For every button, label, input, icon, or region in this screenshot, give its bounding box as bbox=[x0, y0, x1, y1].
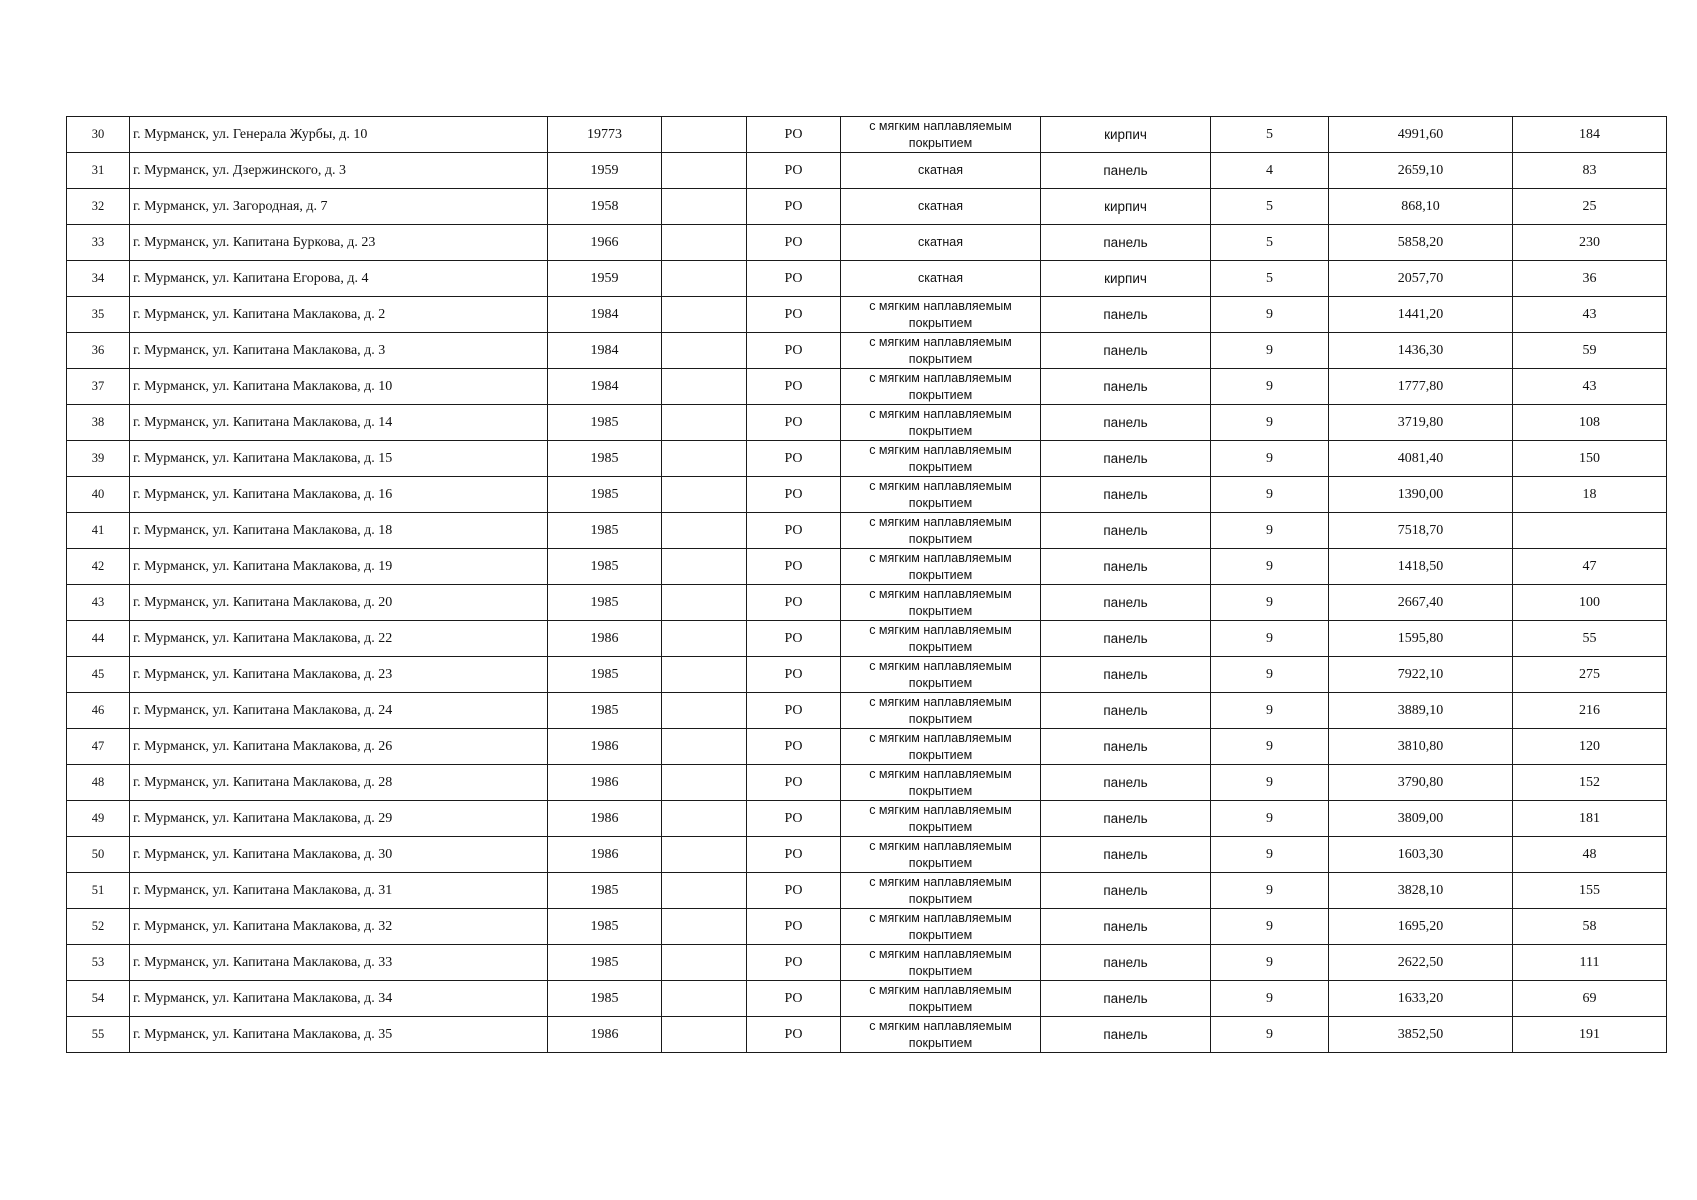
floors-cell: 9 bbox=[1211, 909, 1329, 945]
floors-cell: 9 bbox=[1211, 585, 1329, 621]
roof-type-cell: с мягким наплавляемым покрытием bbox=[841, 801, 1041, 837]
roof-type-cell: с мягким наплавляемым покрытием bbox=[841, 945, 1041, 981]
floors-cell: 9 bbox=[1211, 981, 1329, 1017]
funding-method-cell: РО bbox=[747, 945, 841, 981]
row-number-cell: 40 bbox=[67, 477, 130, 513]
area-cell: 1436,30 bbox=[1329, 333, 1513, 369]
floors-cell: 9 bbox=[1211, 621, 1329, 657]
year-built-cell: 1985 bbox=[548, 585, 662, 621]
roof-type-cell: с мягким наплавляемым покрытием bbox=[841, 1017, 1041, 1053]
year-built-cell: 1985 bbox=[548, 693, 662, 729]
floors-cell: 9 bbox=[1211, 729, 1329, 765]
empty-cell bbox=[662, 369, 747, 405]
row-number-cell: 47 bbox=[67, 729, 130, 765]
residents-cell: 55 bbox=[1513, 621, 1667, 657]
area-cell: 2667,40 bbox=[1329, 585, 1513, 621]
funding-method-cell: РО bbox=[747, 477, 841, 513]
area-cell: 3889,10 bbox=[1329, 693, 1513, 729]
empty-cell bbox=[662, 801, 747, 837]
table-row bbox=[67, 117, 1667, 153]
year-built-cell: 1985 bbox=[548, 657, 662, 693]
row-number-cell: 34 bbox=[67, 261, 130, 297]
funding-method-cell: РО bbox=[747, 765, 841, 801]
area-cell: 868,10 bbox=[1329, 189, 1513, 225]
floors-cell: 9 bbox=[1211, 405, 1329, 441]
row-number-cell: 52 bbox=[67, 909, 130, 945]
empty-cell bbox=[662, 189, 747, 225]
year-built-cell: 1986 bbox=[548, 801, 662, 837]
residents-cell: 181 bbox=[1513, 801, 1667, 837]
funding-method-cell: РО bbox=[747, 549, 841, 585]
address-cell: г. Мурманск, ул. Капитана Егорова, д. 4 bbox=[130, 261, 548, 297]
empty-cell bbox=[662, 225, 747, 261]
wall-material-cell: панель bbox=[1041, 837, 1211, 873]
empty-cell bbox=[662, 261, 747, 297]
year-built-cell: 1986 bbox=[548, 837, 662, 873]
row-number-cell: 44 bbox=[67, 621, 130, 657]
address-cell: г. Мурманск, ул. Капитана Маклакова, д. 34 bbox=[130, 981, 548, 1017]
roof-type-cell: с мягким наплавляемым покрытием bbox=[841, 765, 1041, 801]
area-cell: 7922,10 bbox=[1329, 657, 1513, 693]
address-cell: г. Мурманск, ул. Капитана Маклакова, д. 29 bbox=[130, 801, 548, 837]
table-row bbox=[67, 873, 1667, 909]
residents-cell: 150 bbox=[1513, 441, 1667, 477]
residents-cell: 47 bbox=[1513, 549, 1667, 585]
year-built-cell: 1985 bbox=[548, 549, 662, 585]
funding-method-cell: РО bbox=[747, 153, 841, 189]
table-row bbox=[67, 513, 1667, 549]
floors-cell: 9 bbox=[1211, 333, 1329, 369]
address-cell: г. Мурманск, ул. Капитана Маклакова, д. 18 bbox=[130, 513, 548, 549]
wall-material-cell: панель bbox=[1041, 945, 1211, 981]
year-built-cell: 1966 bbox=[548, 225, 662, 261]
row-number-cell: 32 bbox=[67, 189, 130, 225]
floors-cell: 9 bbox=[1211, 657, 1329, 693]
row-number-cell: 41 bbox=[67, 513, 130, 549]
table-row bbox=[67, 261, 1667, 297]
area-cell: 1777,80 bbox=[1329, 369, 1513, 405]
address-cell: г. Мурманск, ул. Генерала Журбы, д. 10 bbox=[130, 117, 548, 153]
wall-material-cell: панель bbox=[1041, 801, 1211, 837]
wall-material-cell: панель bbox=[1041, 765, 1211, 801]
empty-cell bbox=[662, 477, 747, 513]
roof-type-cell: скатная bbox=[841, 189, 1041, 225]
empty-cell bbox=[662, 837, 747, 873]
row-number-cell: 46 bbox=[67, 693, 130, 729]
wall-material-cell: панель bbox=[1041, 1017, 1211, 1053]
funding-method-cell: РО bbox=[747, 729, 841, 765]
empty-cell bbox=[662, 333, 747, 369]
roof-type-cell: с мягким наплавляемым покрытием bbox=[841, 297, 1041, 333]
empty-cell bbox=[662, 765, 747, 801]
roof-type-cell: с мягким наплавляемым покрытием bbox=[841, 729, 1041, 765]
year-built-cell: 19773 bbox=[548, 117, 662, 153]
wall-material-cell: панель bbox=[1041, 549, 1211, 585]
funding-method-cell: РО bbox=[747, 333, 841, 369]
floors-cell: 9 bbox=[1211, 837, 1329, 873]
residents-cell: 59 bbox=[1513, 333, 1667, 369]
area-cell: 2057,70 bbox=[1329, 261, 1513, 297]
floors-cell: 9 bbox=[1211, 297, 1329, 333]
wall-material-cell: панель bbox=[1041, 621, 1211, 657]
floors-cell: 5 bbox=[1211, 117, 1329, 153]
year-built-cell: 1985 bbox=[548, 477, 662, 513]
year-built-cell: 1986 bbox=[548, 729, 662, 765]
area-cell: 3828,10 bbox=[1329, 873, 1513, 909]
floors-cell: 9 bbox=[1211, 477, 1329, 513]
address-cell: г. Мурманск, ул. Капитана Маклакова, д. 19 bbox=[130, 549, 548, 585]
row-number-cell: 50 bbox=[67, 837, 130, 873]
year-built-cell: 1984 bbox=[548, 333, 662, 369]
area-cell: 4991,60 bbox=[1329, 117, 1513, 153]
row-number-cell: 53 bbox=[67, 945, 130, 981]
roof-type-cell: с мягким наплавляемым покрытием bbox=[841, 405, 1041, 441]
residents-cell: 155 bbox=[1513, 873, 1667, 909]
area-cell: 1603,30 bbox=[1329, 837, 1513, 873]
wall-material-cell: панель bbox=[1041, 909, 1211, 945]
table-row bbox=[67, 837, 1667, 873]
table-body bbox=[67, 117, 1667, 1053]
roof-type-cell: с мягким наплавляемым покрытием bbox=[841, 441, 1041, 477]
area-cell: 1441,20 bbox=[1329, 297, 1513, 333]
wall-material-cell: панель bbox=[1041, 981, 1211, 1017]
year-built-cell: 1986 bbox=[548, 621, 662, 657]
funding-method-cell: РО bbox=[747, 441, 841, 477]
roof-type-cell: с мягким наплавляемым покрытием bbox=[841, 333, 1041, 369]
floors-cell: 5 bbox=[1211, 261, 1329, 297]
row-number-cell: 37 bbox=[67, 369, 130, 405]
empty-cell bbox=[662, 945, 747, 981]
floors-cell: 9 bbox=[1211, 549, 1329, 585]
table-row bbox=[67, 441, 1667, 477]
address-cell: г. Мурманск, ул. Капитана Маклакова, д. 33 bbox=[130, 945, 548, 981]
year-built-cell: 1985 bbox=[548, 981, 662, 1017]
floors-cell: 4 bbox=[1211, 153, 1329, 189]
address-cell: г. Мурманск, ул. Загородная, д. 7 bbox=[130, 189, 548, 225]
row-number-cell: 48 bbox=[67, 765, 130, 801]
row-number-cell: 38 bbox=[67, 405, 130, 441]
year-built-cell: 1985 bbox=[548, 909, 662, 945]
wall-material-cell: кирпич bbox=[1041, 117, 1211, 153]
roof-type-cell: с мягким наплавляемым покрытием bbox=[841, 621, 1041, 657]
residents-cell: 18 bbox=[1513, 477, 1667, 513]
table-row bbox=[67, 1017, 1667, 1053]
residents-cell: 43 bbox=[1513, 297, 1667, 333]
wall-material-cell: панель bbox=[1041, 297, 1211, 333]
table-row bbox=[67, 693, 1667, 729]
wall-material-cell: панель bbox=[1041, 333, 1211, 369]
area-cell: 3810,80 bbox=[1329, 729, 1513, 765]
year-built-cell: 1959 bbox=[548, 261, 662, 297]
area-cell: 5858,20 bbox=[1329, 225, 1513, 261]
address-cell: г. Мурманск, ул. Капитана Маклакова, д. 31 bbox=[130, 873, 548, 909]
empty-cell bbox=[662, 621, 747, 657]
address-cell: г. Мурманск, ул. Капитана Маклакова, д. 35 bbox=[130, 1017, 548, 1053]
residents-cell: 108 bbox=[1513, 405, 1667, 441]
empty-cell bbox=[662, 693, 747, 729]
empty-cell bbox=[662, 729, 747, 765]
table-row bbox=[67, 225, 1667, 261]
year-built-cell: 1958 bbox=[548, 189, 662, 225]
funding-method-cell: РО bbox=[747, 873, 841, 909]
address-cell: г. Мурманск, ул. Капитана Маклакова, д. 28 bbox=[130, 765, 548, 801]
year-built-cell: 1986 bbox=[548, 765, 662, 801]
area-cell: 7518,70 bbox=[1329, 513, 1513, 549]
floors-cell: 5 bbox=[1211, 225, 1329, 261]
table-row bbox=[67, 729, 1667, 765]
address-cell: г. Мурманск, ул. Капитана Маклакова, д. 14 bbox=[130, 405, 548, 441]
residents-cell: 120 bbox=[1513, 729, 1667, 765]
table-row bbox=[67, 657, 1667, 693]
floors-cell: 9 bbox=[1211, 765, 1329, 801]
address-cell: г. Мурманск, ул. Капитана Маклакова, д. 15 bbox=[130, 441, 548, 477]
residents-cell: 230 bbox=[1513, 225, 1667, 261]
row-number-cell: 42 bbox=[67, 549, 130, 585]
floors-cell: 9 bbox=[1211, 1017, 1329, 1053]
table-row bbox=[67, 153, 1667, 189]
year-built-cell: 1985 bbox=[548, 405, 662, 441]
row-number-cell: 30 bbox=[67, 117, 130, 153]
row-number-cell: 31 bbox=[67, 153, 130, 189]
empty-cell bbox=[662, 873, 747, 909]
row-number-cell: 45 bbox=[67, 657, 130, 693]
empty-cell bbox=[662, 153, 747, 189]
empty-cell bbox=[662, 909, 747, 945]
floors-cell: 9 bbox=[1211, 945, 1329, 981]
roof-type-cell: с мягким наплавляемым покрытием bbox=[841, 117, 1041, 153]
floors-cell: 9 bbox=[1211, 801, 1329, 837]
empty-cell bbox=[662, 585, 747, 621]
wall-material-cell: панель bbox=[1041, 729, 1211, 765]
roof-type-cell: скатная bbox=[841, 225, 1041, 261]
area-cell: 3852,50 bbox=[1329, 1017, 1513, 1053]
residents-cell: 58 bbox=[1513, 909, 1667, 945]
roof-type-cell: с мягким наплавляемым покрытием bbox=[841, 909, 1041, 945]
area-cell: 2659,10 bbox=[1329, 153, 1513, 189]
roof-type-cell: с мягким наплавляемым покрытием bbox=[841, 981, 1041, 1017]
housing-registry-table bbox=[66, 116, 1667, 1053]
area-cell: 1418,50 bbox=[1329, 549, 1513, 585]
funding-method-cell: РО bbox=[747, 837, 841, 873]
empty-cell bbox=[662, 513, 747, 549]
year-built-cell: 1984 bbox=[548, 297, 662, 333]
table-row bbox=[67, 189, 1667, 225]
address-cell: г. Мурманск, ул. Капитана Маклакова, д. 10 bbox=[130, 369, 548, 405]
residents-cell: 69 bbox=[1513, 981, 1667, 1017]
area-cell: 1695,20 bbox=[1329, 909, 1513, 945]
residents-cell: 100 bbox=[1513, 585, 1667, 621]
roof-type-cell: с мягким наплавляемым покрытием bbox=[841, 693, 1041, 729]
funding-method-cell: РО bbox=[747, 693, 841, 729]
area-cell: 4081,40 bbox=[1329, 441, 1513, 477]
roof-type-cell: с мягким наплавляемым покрытием bbox=[841, 585, 1041, 621]
empty-cell bbox=[662, 297, 747, 333]
empty-cell bbox=[662, 441, 747, 477]
residents-cell: 152 bbox=[1513, 765, 1667, 801]
funding-method-cell: РО bbox=[747, 909, 841, 945]
residents-cell bbox=[1513, 513, 1667, 549]
funding-method-cell: РО bbox=[747, 297, 841, 333]
area-cell: 1595,80 bbox=[1329, 621, 1513, 657]
year-built-cell: 1986 bbox=[548, 1017, 662, 1053]
table-row bbox=[67, 477, 1667, 513]
table-row bbox=[67, 333, 1667, 369]
address-cell: г. Мурманск, ул. Капитана Маклакова, д. 2 bbox=[130, 297, 548, 333]
wall-material-cell: панель bbox=[1041, 477, 1211, 513]
wall-material-cell: панель bbox=[1041, 405, 1211, 441]
floors-cell: 9 bbox=[1211, 513, 1329, 549]
roof-type-cell: с мягким наплавляемым покрытием bbox=[841, 477, 1041, 513]
row-number-cell: 49 bbox=[67, 801, 130, 837]
empty-cell bbox=[662, 117, 747, 153]
empty-cell bbox=[662, 657, 747, 693]
table-row bbox=[67, 909, 1667, 945]
roof-type-cell: скатная bbox=[841, 261, 1041, 297]
address-cell: г. Мурманск, ул. Капитана Маклакова, д. 24 bbox=[130, 693, 548, 729]
funding-method-cell: РО bbox=[747, 189, 841, 225]
funding-method-cell: РО bbox=[747, 117, 841, 153]
roof-type-cell: скатная bbox=[841, 153, 1041, 189]
area-cell: 3809,00 bbox=[1329, 801, 1513, 837]
wall-material-cell: панель bbox=[1041, 693, 1211, 729]
row-number-cell: 39 bbox=[67, 441, 130, 477]
year-built-cell: 1985 bbox=[548, 945, 662, 981]
table-row bbox=[67, 585, 1667, 621]
row-number-cell: 54 bbox=[67, 981, 130, 1017]
year-built-cell: 1985 bbox=[548, 513, 662, 549]
table-row bbox=[67, 405, 1667, 441]
funding-method-cell: РО bbox=[747, 261, 841, 297]
residents-cell: 48 bbox=[1513, 837, 1667, 873]
roof-type-cell: с мягким наплавляемым покрытием bbox=[841, 549, 1041, 585]
year-built-cell: 1985 bbox=[548, 873, 662, 909]
residents-cell: 184 bbox=[1513, 117, 1667, 153]
floors-cell: 5 bbox=[1211, 189, 1329, 225]
address-cell: г. Мурманск, ул. Капитана Маклакова, д. 32 bbox=[130, 909, 548, 945]
area-cell: 1633,20 bbox=[1329, 981, 1513, 1017]
funding-method-cell: РО bbox=[747, 621, 841, 657]
wall-material-cell: кирпич bbox=[1041, 261, 1211, 297]
roof-type-cell: с мягким наплавляемым покрытием bbox=[841, 873, 1041, 909]
wall-material-cell: панель bbox=[1041, 873, 1211, 909]
wall-material-cell: панель bbox=[1041, 153, 1211, 189]
floors-cell: 9 bbox=[1211, 873, 1329, 909]
roof-type-cell: с мягким наплавляемым покрытием bbox=[841, 837, 1041, 873]
wall-material-cell: панель bbox=[1041, 225, 1211, 261]
funding-method-cell: РО bbox=[747, 369, 841, 405]
address-cell: г. Мурманск, ул. Дзержинского, д. 3 bbox=[130, 153, 548, 189]
address-cell: г. Мурманск, ул. Капитана Маклакова, д. 3 bbox=[130, 333, 548, 369]
funding-method-cell: РО bbox=[747, 513, 841, 549]
wall-material-cell: панель bbox=[1041, 513, 1211, 549]
roof-type-cell: с мягким наплавляемым покрытием bbox=[841, 369, 1041, 405]
funding-method-cell: РО bbox=[747, 657, 841, 693]
floors-cell: 9 bbox=[1211, 369, 1329, 405]
roof-type-cell: с мягким наплавляемым покрытием bbox=[841, 513, 1041, 549]
table-row bbox=[67, 981, 1667, 1017]
row-number-cell: 35 bbox=[67, 297, 130, 333]
funding-method-cell: РО bbox=[747, 1017, 841, 1053]
funding-method-cell: РО bbox=[747, 585, 841, 621]
empty-cell bbox=[662, 549, 747, 585]
residents-cell: 43 bbox=[1513, 369, 1667, 405]
wall-material-cell: панель bbox=[1041, 441, 1211, 477]
floors-cell: 9 bbox=[1211, 441, 1329, 477]
year-built-cell: 1985 bbox=[548, 441, 662, 477]
table-row bbox=[67, 297, 1667, 333]
empty-cell bbox=[662, 1017, 747, 1053]
funding-method-cell: РО bbox=[747, 801, 841, 837]
address-cell: г. Мурманск, ул. Капитана Маклакова, д. 30 bbox=[130, 837, 548, 873]
residents-cell: 275 bbox=[1513, 657, 1667, 693]
table-row bbox=[67, 801, 1667, 837]
row-number-cell: 51 bbox=[67, 873, 130, 909]
residents-cell: 111 bbox=[1513, 945, 1667, 981]
address-cell: г. Мурманск, ул. Капитана Буркова, д. 23 bbox=[130, 225, 548, 261]
funding-method-cell: РО bbox=[747, 225, 841, 261]
funding-method-cell: РО bbox=[747, 405, 841, 441]
residents-cell: 83 bbox=[1513, 153, 1667, 189]
residents-cell: 25 bbox=[1513, 189, 1667, 225]
roof-type-cell: с мягким наплавляемым покрытием bbox=[841, 657, 1041, 693]
empty-cell bbox=[662, 405, 747, 441]
address-cell: г. Мурманск, ул. Капитана Маклакова, д. 20 bbox=[130, 585, 548, 621]
wall-material-cell: панель bbox=[1041, 585, 1211, 621]
wall-material-cell: кирпич bbox=[1041, 189, 1211, 225]
address-cell: г. Мурманск, ул. Капитана Маклакова, д. 22 bbox=[130, 621, 548, 657]
floors-cell: 9 bbox=[1211, 693, 1329, 729]
residents-cell: 191 bbox=[1513, 1017, 1667, 1053]
address-cell: г. Мурманск, ул. Капитана Маклакова, д. 16 bbox=[130, 477, 548, 513]
year-built-cell: 1959 bbox=[548, 153, 662, 189]
table-row bbox=[67, 369, 1667, 405]
area-cell: 1390,00 bbox=[1329, 477, 1513, 513]
row-number-cell: 55 bbox=[67, 1017, 130, 1053]
table-row bbox=[67, 765, 1667, 801]
address-cell: г. Мурманск, ул. Капитана Маклакова, д. 26 bbox=[130, 729, 548, 765]
table-row bbox=[67, 621, 1667, 657]
wall-material-cell: панель bbox=[1041, 657, 1211, 693]
row-number-cell: 43 bbox=[67, 585, 130, 621]
residents-cell: 36 bbox=[1513, 261, 1667, 297]
wall-material-cell: панель bbox=[1041, 369, 1211, 405]
area-cell: 3790,80 bbox=[1329, 765, 1513, 801]
table-row bbox=[67, 549, 1667, 585]
year-built-cell: 1984 bbox=[548, 369, 662, 405]
area-cell: 2622,50 bbox=[1329, 945, 1513, 981]
area-cell: 3719,80 bbox=[1329, 405, 1513, 441]
table-row bbox=[67, 945, 1667, 981]
row-number-cell: 33 bbox=[67, 225, 130, 261]
address-cell: г. Мурманск, ул. Капитана Маклакова, д. 23 bbox=[130, 657, 548, 693]
row-number-cell: 36 bbox=[67, 333, 130, 369]
funding-method-cell: РО bbox=[747, 981, 841, 1017]
residents-cell: 216 bbox=[1513, 693, 1667, 729]
empty-cell bbox=[662, 981, 747, 1017]
